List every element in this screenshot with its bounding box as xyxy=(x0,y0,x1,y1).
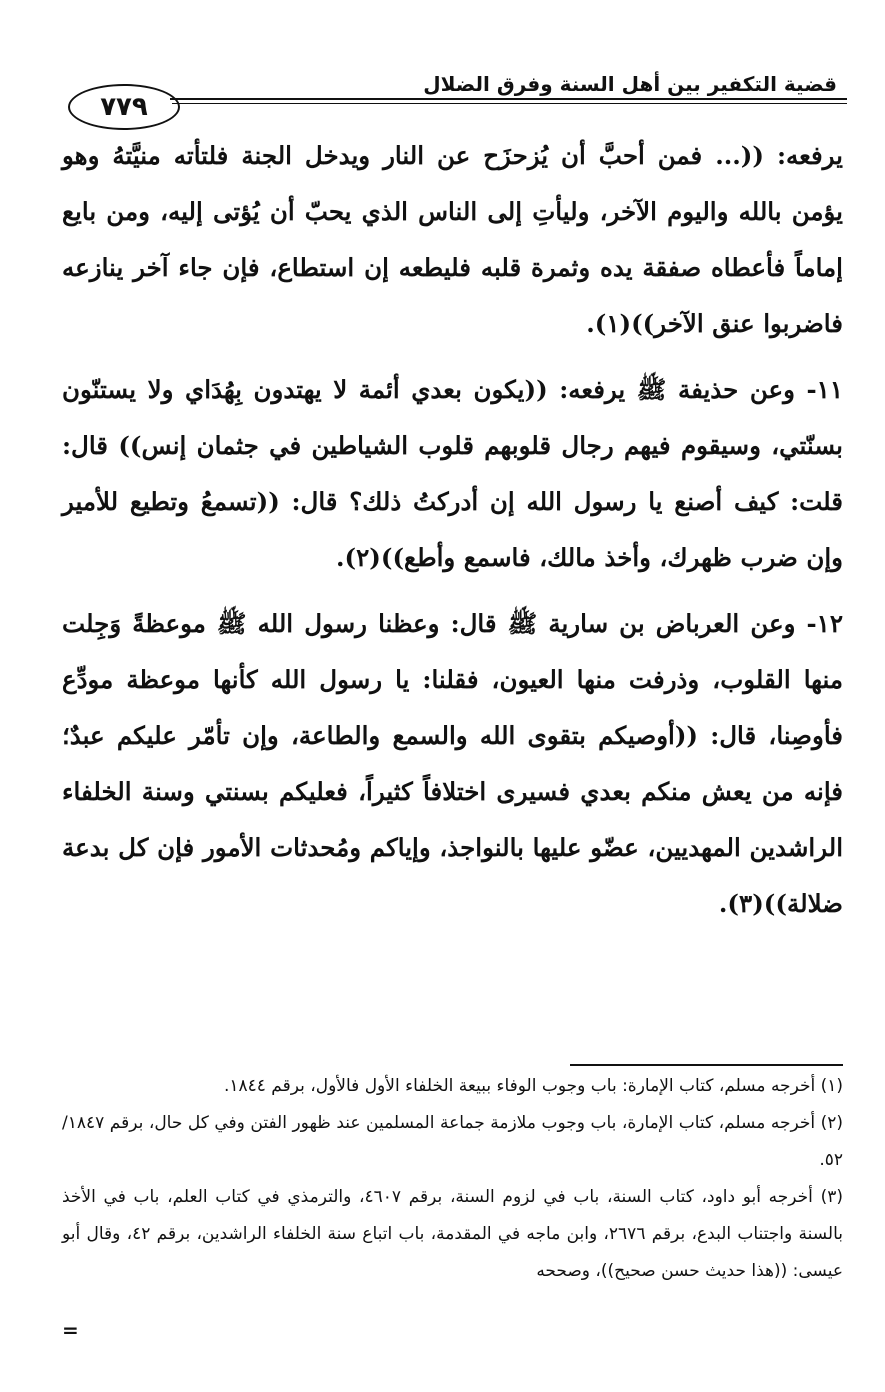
paragraph-hadith-12: ١٢- وعن العرباض بن سارية ﷺ قال: وعظنا رسول الله ﷺ موعظةً وَجِلت منها القلوب، وذرفت منها العيون، فقلنا: يا رسول الله كأنها موعظة مودِّع فأوصِنا، قال: ((أوصيكم بتقوى الله والسمع والطاعة، وإن تأمّر عليكم عبدٌ؛ فإنه من يعش منكم بعدي فسيرى اختلافاً كثيراً، فعليكم بسنتي وسنة الخلفاء الراشدين المهديين، عضّو عليها بالنواجذ، وإياكم ومُحدثات الأمور فإن كل بدعة ضلالة))(٣). xyxy=(62,609,843,918)
footnote-3: (٣) أخرجه أبو داود، كتاب السنة، باب في لزوم السنة، برقم ٤٦٠٧، والترمذي في كتاب العلم، باب في الأخذ بالسنة واجتناب البدع، برقم ٢٦٧٦، وابن ماجه في المقدمة، باب اتباع سنة الخلفاء الراشدين، برقم ٤٢، وقال أبو عيسى: ((هذا حديث حسن صحيح))، وصححه xyxy=(62,1187,843,1281)
main-text xyxy=(62,128,843,942)
footnotes xyxy=(62,1068,843,1290)
running-header-title: قضية التكفير بين أهل السنة وفرق الضلال xyxy=(423,72,837,96)
continuation-mark: = xyxy=(62,1318,79,1342)
footnote-separator xyxy=(570,1064,843,1066)
page-number-oval xyxy=(68,84,180,130)
page-number: ٧٧٩ xyxy=(100,92,148,122)
footnote-2: (٢) أخرجه مسلم، كتاب الإمارة، باب وجوب ملازمة جماعة المسلمين عند ظهور الفتن وفي كل حال، برقم ١٨٤٧/ ٥٢. xyxy=(62,1113,843,1170)
header-rule xyxy=(170,98,847,100)
header-rule-thin xyxy=(172,103,847,104)
paragraph-hadith-11: ١١- وعن حذيفة ﷺ يرفعه: ((يكون بعدي أئمة لا يهتدون بِهُدَاي ولا يستنّون بسنّتي، وسيقوم فيهم رجال قلوبهم قلوب الشياطين في جثمان إنس)) قال: قلت: كيف أصنع يا رسول الله إن أدركتُ ذلك؟ قال: ((تسمعُ وتطيع للأمير وإن ضرب ظهرك، وأخذ مالك، فاسمع وأطع))(٢). xyxy=(62,375,843,572)
paragraph-hadith-continuation: يرفعه: ((... فمن أحبَّ أن يُزحزَح عن النار ويدخل الجنة فلتأته منيَّتهُ وهو يؤمن بالله واليوم الآخر، وليأتِ إلى الناس الذي يحبّ أن يُؤتى إليه، ومن بايع إماماً فأعطاه صفقة يده وثمرة قلبه فليطعه إن استطاع، فإن جاء آخر ينازعه فاضربوا عنق الآخر))(١). xyxy=(62,141,843,338)
footnote-1: (١) أخرجه مسلم، كتاب الإمارة: باب وجوب الوفاء ببيعة الخلفاء الأول فالأول، برقم ١٨٤٤. xyxy=(223,1076,843,1096)
